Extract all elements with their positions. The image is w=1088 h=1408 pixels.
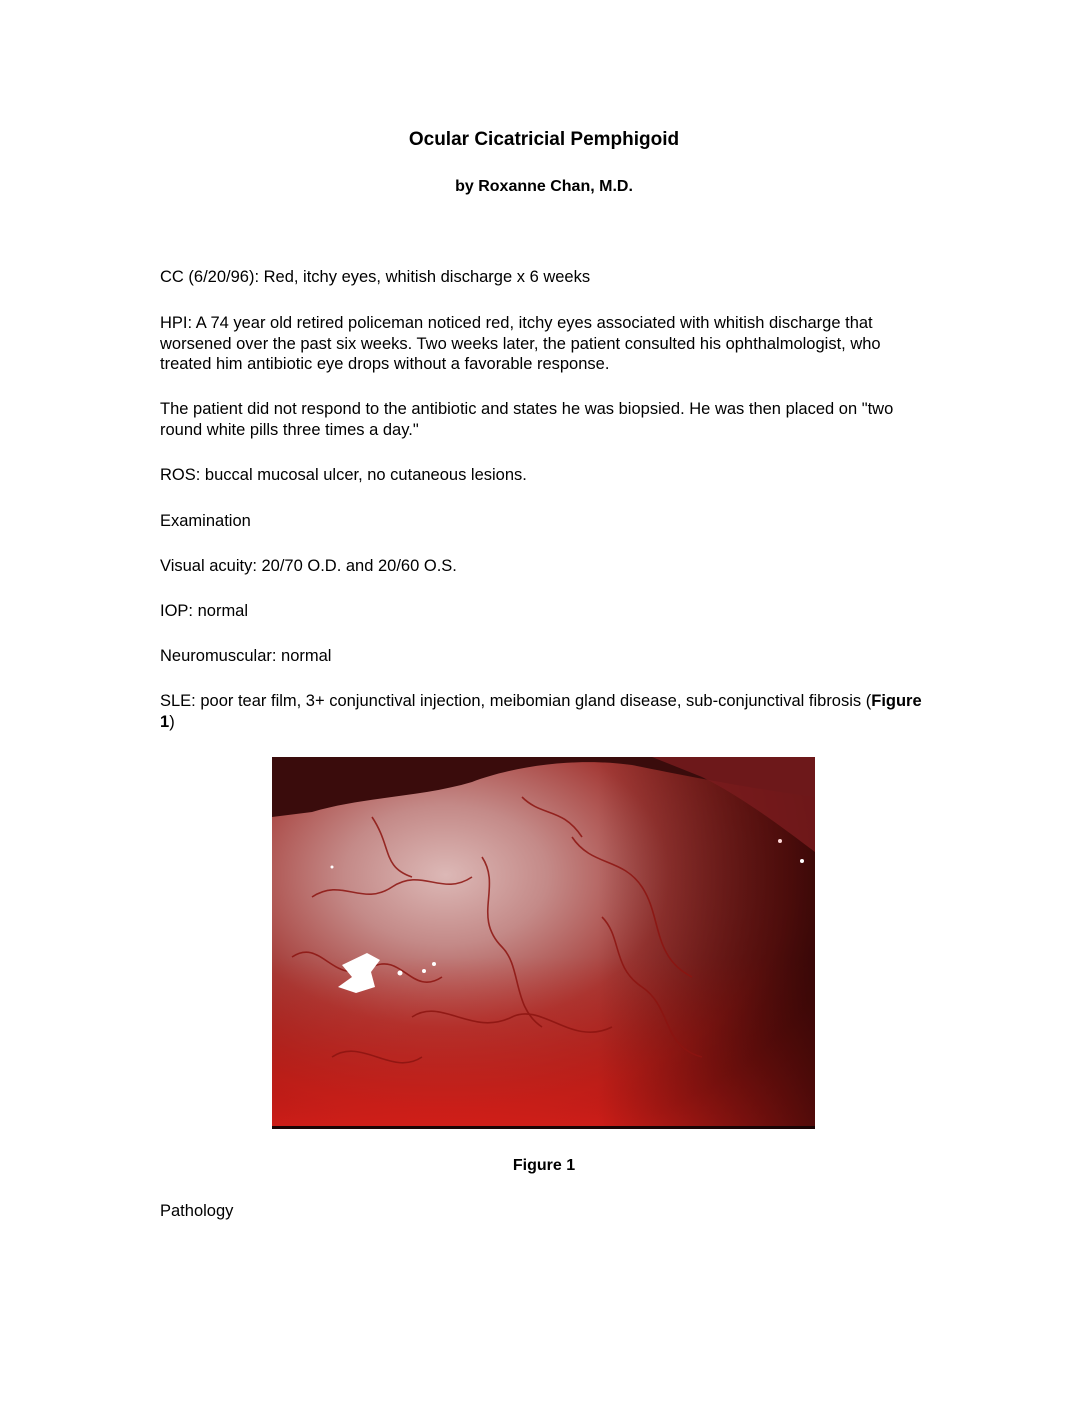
sle-close-paren: ) [169, 712, 175, 731]
treatment-response-paragraph: The patient did not respond to the antibiotic and states he was biopsied. He was then placed on "two round white pills three times a day." [160, 400, 894, 439]
neuromuscular-line: Neuromuscular: normal [160, 647, 332, 665]
document-title: Ocular Cicatricial Pemphigoid [408, 129, 680, 150]
pathology-heading: Pathology [160, 1202, 234, 1220]
figure-reference: Figure 1 [160, 692, 922, 731]
chief-complaint: CC (6/20/96): Red, itchy eyes, whitish discharge x 6 weeks [160, 268, 591, 286]
figure-caption: Figure 1 [512, 1157, 576, 1174]
sle-paragraph [160, 691, 930, 732]
sle-text: SLE: poor tear film, 3+ conjunctival injection, meibomian gland disease, sub-conjunctival fibrosis ( [160, 692, 872, 710]
examination-heading: Examination [160, 512, 251, 530]
hpi-paragraph: HPI: A 74 year old retired policeman noticed red, itchy eyes associated with whitish discharge that worsened over the past six weeks. Two weeks later, the patient consulted his ophthalmologist, who treated him antibiotic eye drops without a favorable response. [160, 314, 881, 373]
author-byline: by Roxanne Chan, M.D. [455, 178, 633, 195]
ros-paragraph: ROS: buccal mucosal ulcer, no cutaneous lesions. [160, 466, 527, 484]
iop-line: IOP: normal [160, 602, 249, 620]
visual-acuity-line: Visual acuity: 20/70 O.D. and 20/60 O.S. [160, 557, 457, 575]
conjunctiva-photo [272, 757, 815, 1129]
